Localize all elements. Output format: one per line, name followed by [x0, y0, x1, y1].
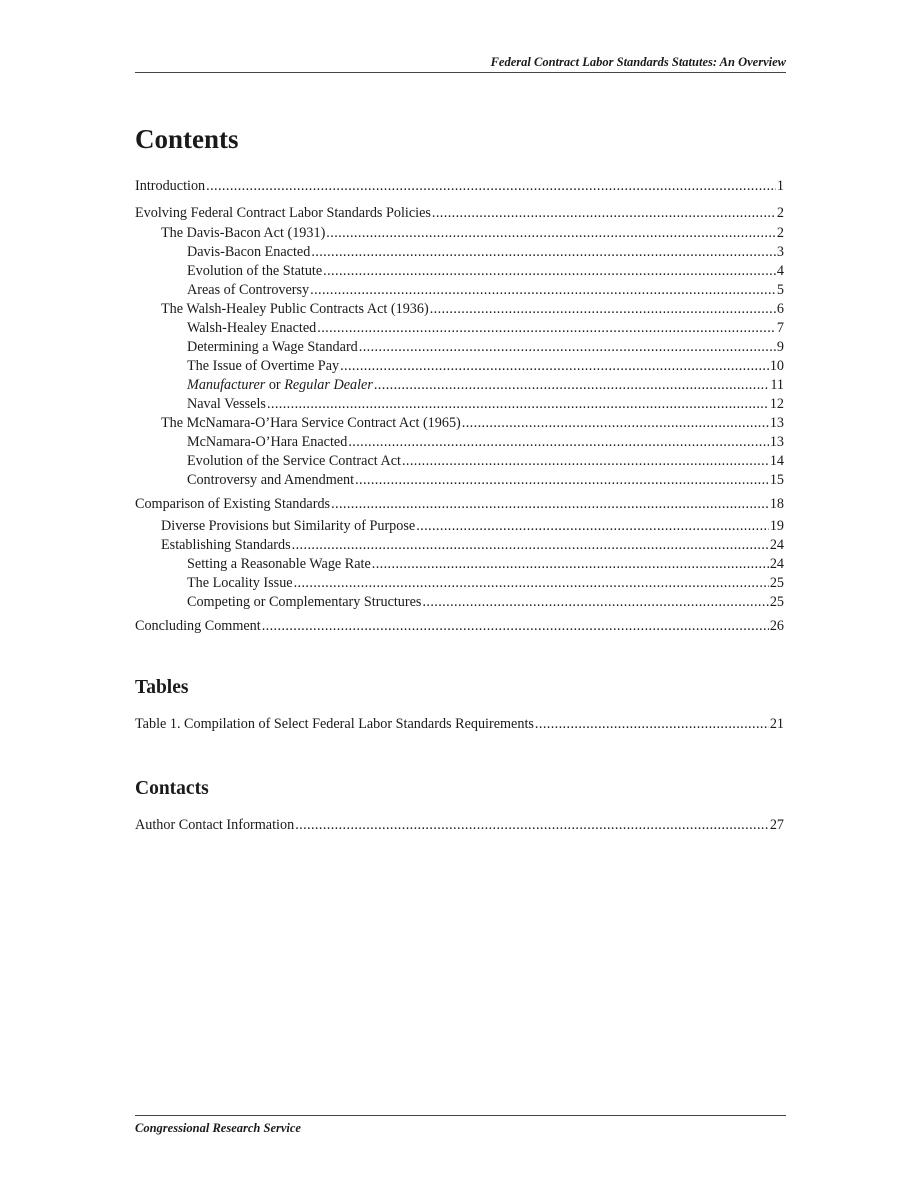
toc-entry-label-italic: Regular Dealer [284, 377, 373, 393]
toc-entry-page: 13 [769, 415, 784, 431]
toc-entry[interactable] [135, 300, 784, 318]
dot-leader [348, 433, 769, 451]
toc-entry[interactable] [135, 177, 784, 195]
header-rule [135, 72, 786, 73]
toc-entry[interactable] [135, 338, 784, 356]
toc-entry[interactable] [135, 204, 784, 222]
toc-entry[interactable] [135, 536, 784, 554]
toc-entry[interactable] [135, 555, 784, 573]
contacts-heading: Contacts [135, 778, 209, 799]
toc-entry-page: 7 [776, 320, 784, 336]
dot-leader [267, 395, 769, 413]
toc-entry[interactable] [135, 262, 784, 280]
dot-leader [323, 262, 776, 280]
toc-entry-label: Competing or Complementary Structures [187, 594, 422, 610]
toc-entry[interactable] [135, 517, 784, 535]
toc-entry[interactable] [135, 471, 784, 489]
tables-heading: Tables [135, 677, 189, 698]
dot-leader [310, 281, 776, 299]
dot-leader [416, 517, 769, 535]
toc-entry-label: Determining a Wage Standard [187, 339, 358, 355]
running-footer: Congressional Research Service [135, 1121, 301, 1135]
toc-entry-page: 11 [770, 377, 784, 393]
dot-leader [430, 300, 776, 318]
toc-entry-page: 27 [769, 817, 784, 833]
dot-leader [422, 593, 768, 611]
toc-entry-label: The McNamara-O’Hara Service Contract Act (1965) [161, 415, 461, 431]
dot-leader [292, 536, 769, 554]
toc-entry-page: 12 [769, 396, 784, 412]
toc-entry-page: 10 [769, 358, 784, 374]
toc-entry-page: 5 [776, 282, 784, 298]
toc-entry-label: Controversy and Amendment [187, 472, 355, 488]
toc-entry[interactable] [135, 433, 784, 451]
toc-entry-page: 14 [769, 453, 784, 469]
toc-entry-label: The Issue of Overtime Pay [187, 358, 340, 374]
toc-entry-page: 9 [776, 339, 784, 355]
dot-leader [402, 452, 769, 470]
toc-entry-page: 18 [769, 496, 784, 512]
toc-entry-label: Setting a Reasonable Wage Rate [187, 556, 371, 572]
dot-leader [295, 816, 769, 834]
toc-entry-label: Establishing Standards [161, 537, 291, 553]
dot-leader [374, 376, 769, 394]
toc-entry-label: Davis-Bacon Enacted [187, 244, 311, 260]
toc-entry-label-italic: Manufacturer [187, 377, 266, 393]
toc-entry-label: Introduction [135, 178, 206, 194]
toc-entry[interactable] [135, 715, 784, 733]
toc-entry-label: The Walsh-Healey Public Contracts Act (1936) [161, 301, 429, 317]
dot-leader [317, 319, 776, 337]
toc-entry-label: Areas of Controversy [187, 282, 310, 298]
toc-entry[interactable] [135, 395, 784, 413]
toc-entry[interactable] [135, 593, 784, 611]
toc-entry[interactable] [135, 243, 784, 261]
toc-entry-label: Author Contact Information [135, 817, 295, 833]
toc-entry[interactable] [135, 319, 784, 337]
toc-entry-page: 19 [769, 518, 784, 534]
dot-leader [294, 574, 769, 592]
toc-entry-label [187, 376, 373, 394]
toc-entry-page: 6 [776, 301, 784, 317]
dot-leader [372, 555, 769, 573]
toc-entry-label: Evolution of the Service Contract Act [187, 453, 401, 469]
toc-entry-label: Evolving Federal Contract Labor Standards Policies [135, 205, 431, 221]
toc-entry-label: The Davis-Bacon Act (1931) [161, 225, 326, 241]
dot-leader [311, 243, 776, 261]
toc-entry-page: 4 [776, 263, 784, 279]
toc-entry[interactable] [135, 414, 784, 432]
running-header: Federal Contract Labor Standards Statutes: An Overview [490, 55, 786, 69]
toc-entry-label: Walsh-Healey Enacted [187, 320, 317, 336]
toc-entry-page: 2 [776, 225, 784, 241]
toc-entry[interactable] [135, 376, 784, 394]
footer-rule [135, 1115, 786, 1116]
dot-leader [206, 177, 776, 195]
toc-entry-label-connector: or [265, 377, 285, 393]
dot-leader [331, 495, 769, 513]
toc-entry-label: The Locality Issue [187, 575, 293, 591]
toc-entry-label: Diverse Provisions but Similarity of Purpose [161, 518, 416, 534]
toc-entry-label: Evolution of the Statute [187, 263, 323, 279]
toc-entry[interactable] [135, 617, 784, 635]
toc-entry[interactable] [135, 452, 784, 470]
toc-entry-label: Naval Vessels [187, 396, 266, 412]
dot-leader [355, 471, 769, 489]
toc-entry-page: 21 [769, 716, 784, 732]
dot-leader [359, 338, 776, 356]
toc-entry-page: 25 [769, 594, 784, 610]
dot-leader [340, 357, 769, 375]
toc-entry-page: 15 [769, 472, 784, 488]
toc-entry[interactable] [135, 357, 784, 375]
toc-entry-page: 24 [769, 537, 784, 553]
contents-heading: Contents [135, 124, 239, 154]
toc-entry-page: 25 [769, 575, 784, 591]
toc-entry[interactable] [135, 816, 784, 834]
toc-entry[interactable] [135, 224, 784, 242]
dot-leader [432, 204, 776, 222]
toc-entry-page: 24 [769, 556, 784, 572]
toc-entry[interactable] [135, 281, 784, 299]
toc-entry-label: McNamara-O’Hara Enacted [187, 434, 348, 450]
dot-leader [262, 617, 769, 635]
toc-entry-page: 13 [769, 434, 784, 450]
toc-entry-label: Comparison of Existing Standards [135, 496, 331, 512]
toc-entry-label: Table 1. Compilation of Select Federal Labor Standards Requirements [135, 716, 534, 732]
toc-entry-page: 26 [769, 618, 784, 634]
dot-leader [326, 224, 776, 242]
dot-leader [462, 414, 769, 432]
toc-entry-page: 1 [776, 178, 784, 194]
toc-entry-page: 2 [776, 205, 784, 221]
dot-leader [535, 715, 769, 733]
toc-entry-page: 3 [776, 244, 784, 260]
toc-entry[interactable] [135, 574, 784, 592]
toc-entry-label: Concluding Comment [135, 618, 261, 634]
toc-entry[interactable] [135, 495, 784, 513]
